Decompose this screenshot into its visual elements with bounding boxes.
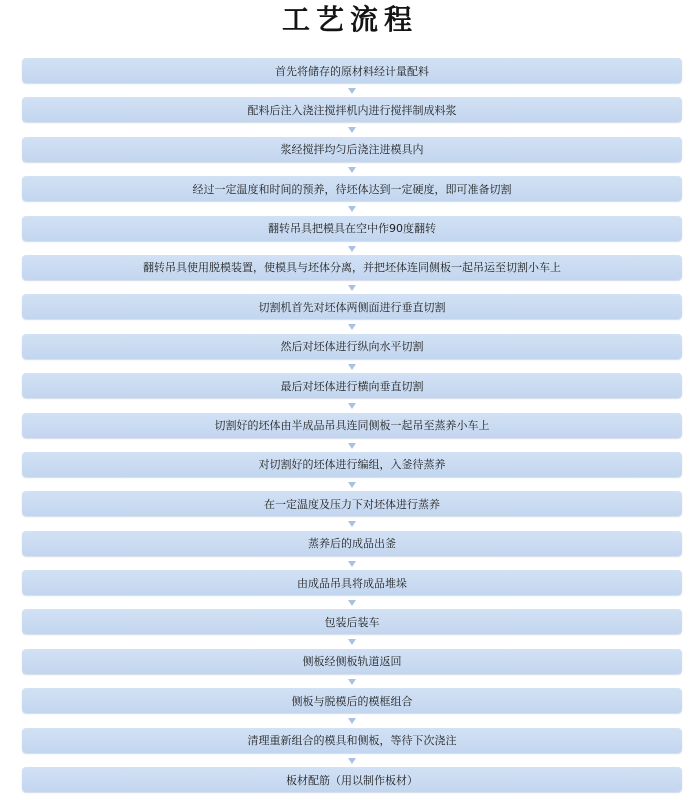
process-step-label: 翻转吊具把模具在空中作90度翻转	[268, 222, 436, 236]
process-step-label: 配料后注入浇注搅拌机内进行搅拌制成料浆	[247, 103, 457, 117]
process-step-label: 侧板与脱模后的模框组合	[291, 694, 413, 708]
flow-arrow-icon	[348, 600, 356, 606]
process-step	[22, 491, 682, 516]
process-step	[22, 531, 682, 556]
process-step-list	[22, 58, 682, 800]
flow-arrow-icon	[348, 639, 356, 645]
flow-arrow-icon	[348, 167, 356, 173]
process-step	[22, 334, 682, 359]
process-step	[22, 413, 682, 438]
process-step	[22, 649, 682, 674]
process-step-label: 板材配筋（用以制作板材）	[286, 773, 418, 787]
process-step-label: 切割好的坯体由半成品吊具连同侧板一起吊至蒸养小车上	[214, 419, 490, 433]
process-step-label: 对切割好的坯体进行编组，入釜待蒸养	[258, 458, 446, 472]
process-step	[22, 294, 682, 319]
process-step-label: 浆经搅拌均匀后浇注进模具内	[280, 143, 424, 157]
flow-arrow-icon	[348, 364, 356, 370]
process-step	[22, 728, 682, 753]
process-step-label: 翻转吊具使用脱模装置，使模具与坯体分离，并把坯体连同侧板一起吊运至切割小车上	[143, 261, 561, 275]
process-step-label: 切割机首先对坯体两侧面进行垂直切割	[258, 300, 446, 314]
process-step-label: 在一定温度及压力下对坯体进行蒸养	[264, 497, 440, 511]
process-step-label: 最后对坯体进行横向垂直切割	[280, 379, 424, 393]
process-step	[22, 58, 682, 83]
flow-arrow-icon	[348, 482, 356, 488]
process-step	[22, 570, 682, 595]
flow-arrow-icon	[348, 521, 356, 527]
flow-arrow-icon	[348, 206, 356, 212]
flow-arrow-icon	[348, 285, 356, 291]
process-step	[22, 609, 682, 634]
process-step	[22, 137, 682, 162]
flow-arrow-icon	[348, 88, 356, 94]
page-title: 工艺流程	[281, 3, 418, 36]
process-step-label: 经过一定温度和时间的预养，待坯体达到一定硬度，即可准备切割	[192, 182, 512, 196]
flow-arrow-icon	[348, 443, 356, 449]
process-step-label: 侧板经侧板轨道返回	[302, 655, 402, 669]
process-step-label: 蒸养后的成品出釜	[308, 537, 396, 551]
process-step	[22, 688, 682, 713]
process-step	[22, 216, 682, 241]
process-step	[22, 767, 682, 792]
process-step-label: 包装后装车	[324, 615, 380, 629]
process-step	[22, 255, 682, 280]
process-step-label: 清理重新组合的模具和侧板，等待下次浇注	[247, 734, 457, 748]
process-step	[22, 176, 682, 201]
flow-arrow-icon	[348, 758, 356, 764]
flow-arrow-icon	[348, 679, 356, 685]
flow-arrow-icon	[348, 718, 356, 724]
process-step-label: 由成品吊具将成品堆垛	[297, 576, 407, 590]
process-step	[22, 452, 682, 477]
process-step	[22, 373, 682, 398]
flow-arrow-icon	[348, 561, 356, 567]
flow-arrow-icon	[348, 324, 356, 330]
process-step-label: 首先将储存的原材料经计量配料	[275, 64, 429, 78]
flow-arrow-icon	[348, 246, 356, 252]
flow-arrow-icon	[348, 403, 356, 409]
flow-arrow-icon	[348, 127, 356, 133]
process-step	[22, 97, 682, 122]
process-step-label: 然后对坯体进行纵向水平切割	[280, 340, 424, 354]
